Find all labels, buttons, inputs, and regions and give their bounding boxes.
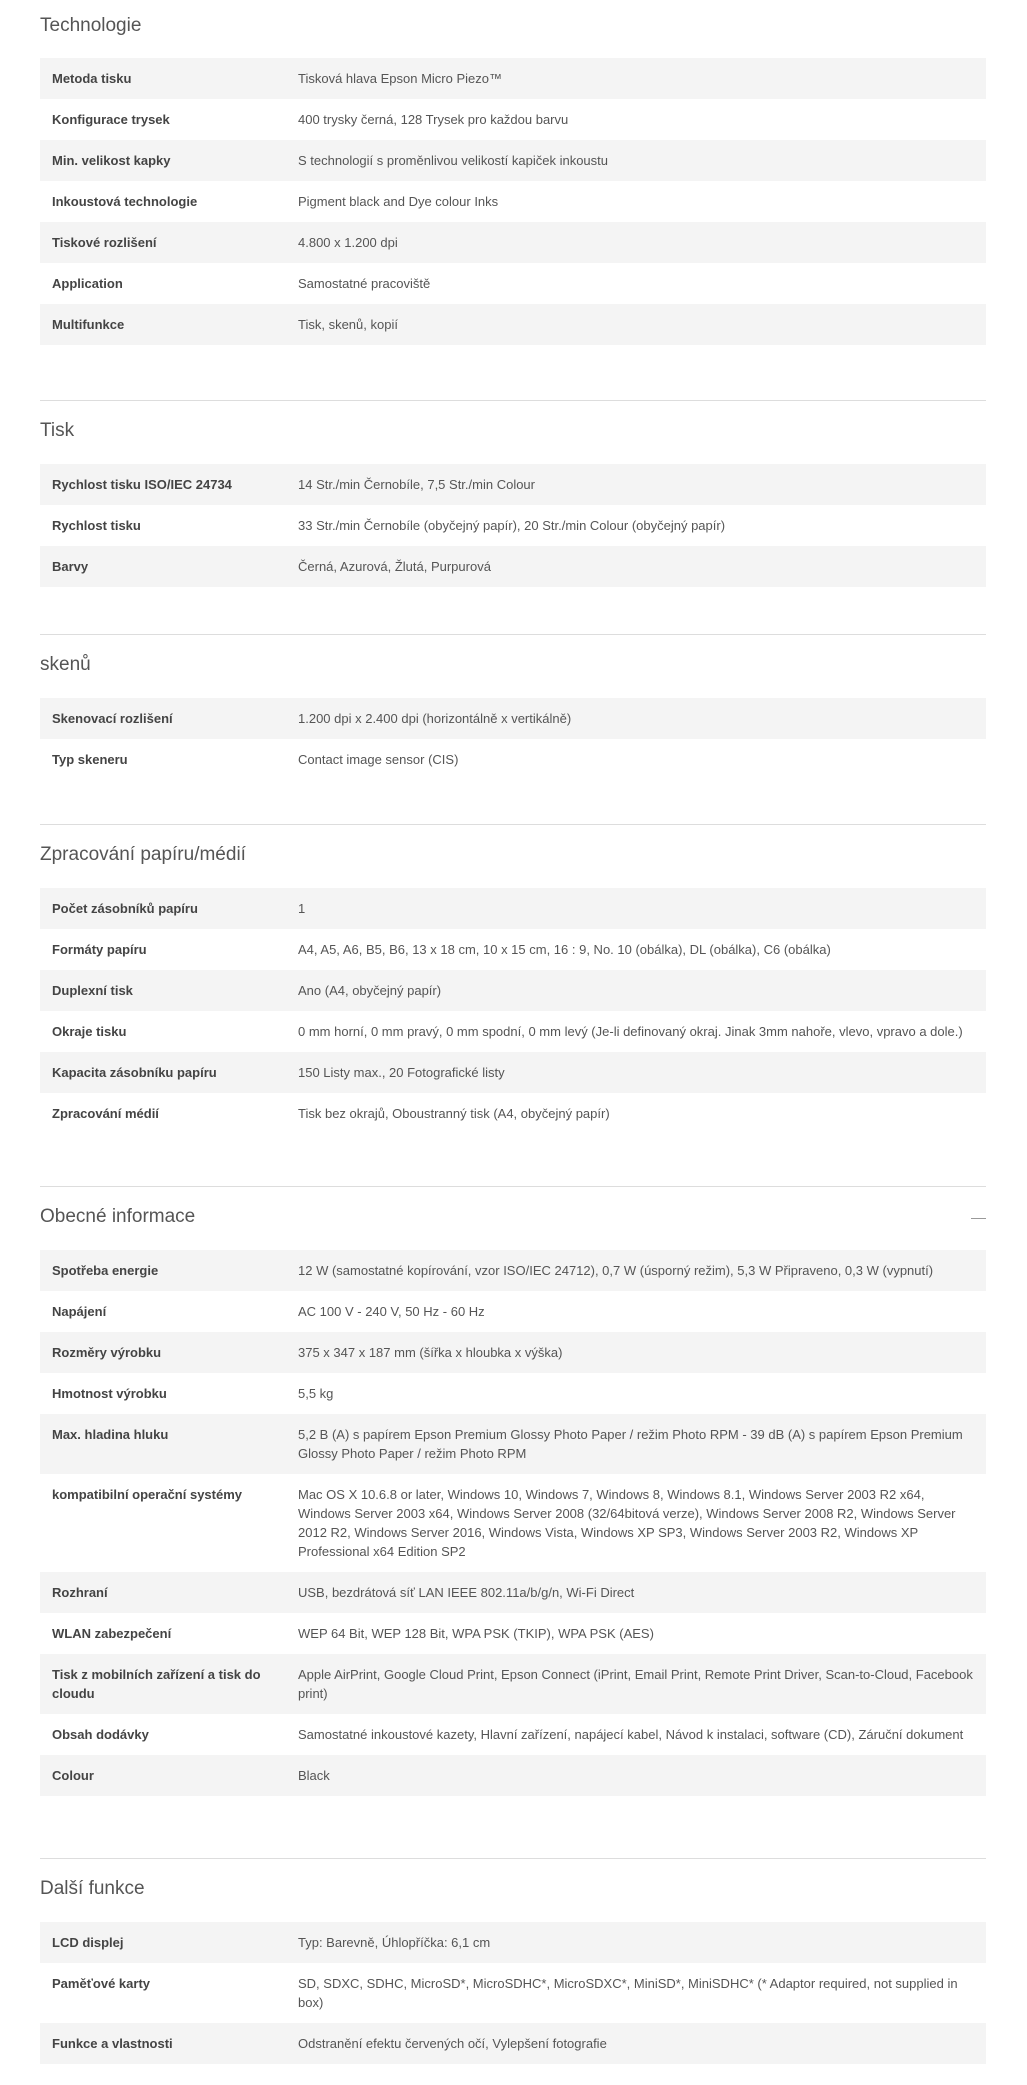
spec-row bbox=[40, 1093, 986, 1134]
section-title[interactable]: Zpracování papíru/médií bbox=[40, 844, 246, 865]
section-divider bbox=[40, 1186, 986, 1187]
spec-value: 14 Str./min Černobíle, 7,5 Str./min Colour bbox=[286, 464, 986, 505]
spec-row bbox=[40, 1052, 986, 1093]
spec-row bbox=[40, 181, 986, 222]
spec-row bbox=[40, 222, 986, 263]
spec-row bbox=[40, 1414, 986, 1474]
spec-key: LCD displej bbox=[40, 1922, 286, 1963]
spec-value: 1.200 dpi x 2.400 dpi (horizontálně x vertikálně) bbox=[286, 698, 986, 739]
spec-table bbox=[40, 464, 986, 587]
spec-row bbox=[40, 929, 986, 970]
spec-key: Rozměry výrobku bbox=[40, 1332, 286, 1373]
spec-row bbox=[40, 1755, 986, 1796]
section-title[interactable]: Tisk bbox=[40, 420, 75, 441]
spec-row bbox=[40, 888, 986, 929]
spec-row bbox=[40, 739, 986, 780]
spec-value: 4.800 x 1.200 dpi bbox=[286, 222, 986, 263]
spec-key: Konfigurace trysek bbox=[40, 99, 286, 140]
spec-key: Rychlost tisku bbox=[40, 505, 286, 546]
spec-row bbox=[40, 1922, 986, 1963]
spec-value: 12 W (samostatné kopírování, vzor ISO/IEC 24712), 0,7 W (úsporný režim), 5,3 W Připraveno, 0,3 W (vypnutí) bbox=[286, 1250, 986, 1291]
spec-row bbox=[40, 698, 986, 739]
section-divider bbox=[40, 1858, 986, 1859]
spec-value: 400 trysky černá, 128 Trysek pro každou barvu bbox=[286, 99, 986, 140]
spec-key: Colour bbox=[40, 1755, 286, 1796]
spec-value: SD, SDXC, SDHC, MicroSD*, MicroSDHC*, MicroSDXC*, MiniSD*, MiniSDHC* (* Adaptor required, not supplied in box) bbox=[286, 1963, 986, 2023]
spec-key: kompatibilní operační systémy bbox=[40, 1474, 286, 1572]
spec-value: Apple AirPrint, Google Cloud Print, Epson Connect (iPrint, Email Print, Remote Print Driver, Scan-to-Cloud, Facebook print) bbox=[286, 1654, 986, 1714]
spec-row bbox=[40, 1332, 986, 1373]
spec-row bbox=[40, 263, 986, 304]
spec-row bbox=[40, 1291, 986, 1332]
spec-row bbox=[40, 1963, 986, 2023]
spec-row bbox=[40, 1714, 986, 1755]
spec-value: 375 x 347 x 187 mm (šířka x hloubka x výška) bbox=[286, 1332, 986, 1373]
spec-key: Min. velikost kapky bbox=[40, 140, 286, 181]
spec-row bbox=[40, 58, 986, 99]
spec-row bbox=[40, 99, 986, 140]
spec-row bbox=[40, 505, 986, 546]
spec-value: Typ: Barevně, Úhlopříčka: 6,1 cm bbox=[286, 1922, 986, 1963]
minus-icon[interactable] bbox=[971, 1218, 986, 1219]
section-divider bbox=[40, 400, 986, 401]
spec-key: Multifunkce bbox=[40, 304, 286, 345]
spec-value: A4, A5, A6, B5, B6, 13 x 18 cm, 10 x 15 cm, 16 : 9, No. 10 (obálka), DL (obálka), C6 (obálka) bbox=[286, 929, 986, 970]
spec-key: Zpracování médií bbox=[40, 1093, 286, 1134]
spec-row bbox=[40, 140, 986, 181]
spec-value: 1 bbox=[286, 888, 986, 929]
spec-row bbox=[40, 2023, 986, 2064]
spec-key: Paměťové karty bbox=[40, 1963, 286, 2023]
spec-value: AC 100 V - 240 V, 50 Hz - 60 Hz bbox=[286, 1291, 986, 1332]
section-title[interactable]: skenů bbox=[40, 654, 91, 675]
spec-value: 33 Str./min Černobíle (obyčejný papír), 20 Str./min Colour (obyčejný papír) bbox=[286, 505, 986, 546]
spec-value: 150 Listy max., 20 Fotografické listy bbox=[286, 1052, 986, 1093]
spec-key: Tisk z mobilních zařízení a tisk do cloudu bbox=[40, 1654, 286, 1714]
section-divider bbox=[40, 634, 986, 635]
spec-value: S technologií s proměnlivou velikostí kapiček inkoustu bbox=[286, 140, 986, 181]
spec-key: Funkce a vlastnosti bbox=[40, 2023, 286, 2064]
spec-value: Ano (A4, obyčejný papír) bbox=[286, 970, 986, 1011]
section-title[interactable]: Další funkce bbox=[40, 1878, 145, 1899]
spec-key: Inkoustová technologie bbox=[40, 181, 286, 222]
spec-key: Počet zásobníků papíru bbox=[40, 888, 286, 929]
spec-row bbox=[40, 464, 986, 505]
spec-value: Samostatné pracoviště bbox=[286, 263, 986, 304]
spec-row bbox=[40, 1011, 986, 1052]
spec-row bbox=[40, 546, 986, 587]
section-title[interactable]: Obecné informace bbox=[40, 1206, 196, 1227]
spec-value: Tisk, skenů, kopií bbox=[286, 304, 986, 345]
spec-key: Skenovací rozlišení bbox=[40, 698, 286, 739]
spec-key: Okraje tisku bbox=[40, 1011, 286, 1052]
spec-value: Contact image sensor (CIS) bbox=[286, 739, 986, 780]
section-title[interactable]: Technologie bbox=[40, 15, 142, 36]
spec-key: Kapacita zásobníku papíru bbox=[40, 1052, 286, 1093]
spec-row bbox=[40, 1474, 986, 1572]
spec-value: Odstranění efektu červených očí, Vylepšení fotografie bbox=[286, 2023, 986, 2064]
spec-key: Napájení bbox=[40, 1291, 286, 1332]
spec-table bbox=[40, 1250, 986, 1796]
spec-key: Duplexní tisk bbox=[40, 970, 286, 1011]
spec-key: Barvy bbox=[40, 546, 286, 587]
spec-row bbox=[40, 1654, 986, 1714]
spec-key: Metoda tisku bbox=[40, 58, 286, 99]
spec-row bbox=[40, 1373, 986, 1414]
spec-key: Tiskové rozlišení bbox=[40, 222, 286, 263]
spec-value: Pigment black and Dye colour Inks bbox=[286, 181, 986, 222]
spec-key: Rychlost tisku ISO/IEC 24734 bbox=[40, 464, 286, 505]
spec-table bbox=[40, 888, 986, 1134]
section-divider bbox=[40, 824, 986, 825]
spec-table bbox=[40, 1922, 986, 2064]
spec-value: Tisk bez okrajů, Oboustranný tisk (A4, obyčejný papír) bbox=[286, 1093, 986, 1134]
spec-value: Samostatné inkoustové kazety, Hlavní zařízení, napájecí kabel, Návod k instalaci, software (CD), Záruční dokument bbox=[286, 1714, 986, 1755]
spec-table bbox=[40, 698, 986, 780]
spec-value: Tisková hlava Epson Micro Piezo™ bbox=[286, 58, 986, 99]
spec-row bbox=[40, 970, 986, 1011]
spec-key: Application bbox=[40, 263, 286, 304]
spec-value: 0 mm horní, 0 mm pravý, 0 mm spodní, 0 mm levý (Je-li definovaný okraj. Jinak 3mm nahoře, vlevo, vpravo a dole.) bbox=[286, 1011, 986, 1052]
spec-row bbox=[40, 1250, 986, 1291]
spec-value: USB, bezdrátová síť LAN IEEE 802.11a/b/g/n, Wi-Fi Direct bbox=[286, 1572, 986, 1613]
spec-key: Max. hladina hluku bbox=[40, 1414, 286, 1474]
spec-value: Mac OS X 10.6.8 or later, Windows 10, Windows 7, Windows 8, Windows 8.1, Windows Server 2003 R2 x64, Windows Server 2003 x64, Windows Server 2008 (32/64bitová verze), Windows Server 2008 R2, Windows Server 2012 R2, Windows Server 2016, Windows Vista, Windows XP SP3, Windows Server 2003 R2, Windows XP Professional x64 Edition SP2 bbox=[286, 1474, 986, 1572]
spec-key: Hmotnost výrobku bbox=[40, 1373, 286, 1414]
spec-table bbox=[40, 58, 986, 345]
spec-row bbox=[40, 304, 986, 345]
spec-value: Černá, Azurová, Žlutá, Purpurová bbox=[286, 546, 986, 587]
spec-key: WLAN zabezpečení bbox=[40, 1613, 286, 1654]
spec-key: Spotřeba energie bbox=[40, 1250, 286, 1291]
spec-key: Formáty papíru bbox=[40, 929, 286, 970]
spec-value: Black bbox=[286, 1755, 986, 1796]
spec-value: WEP 64 Bit, WEP 128 Bit, WPA PSK (TKIP), WPA PSK (AES) bbox=[286, 1613, 986, 1654]
spec-key: Obsah dodávky bbox=[40, 1714, 286, 1755]
spec-key: Rozhraní bbox=[40, 1572, 286, 1613]
spec-value: 5,5 kg bbox=[286, 1373, 986, 1414]
spec-row bbox=[40, 1613, 986, 1654]
spec-value: 5,2 B (A) s papírem Epson Premium Glossy Photo Paper / režim Photo RPM - 39 dB (A) s papírem Epson Premium Glossy Photo Paper / režim Photo RPM bbox=[286, 1414, 986, 1474]
spec-key: Typ skeneru bbox=[40, 739, 286, 780]
spec-row bbox=[40, 1572, 986, 1613]
